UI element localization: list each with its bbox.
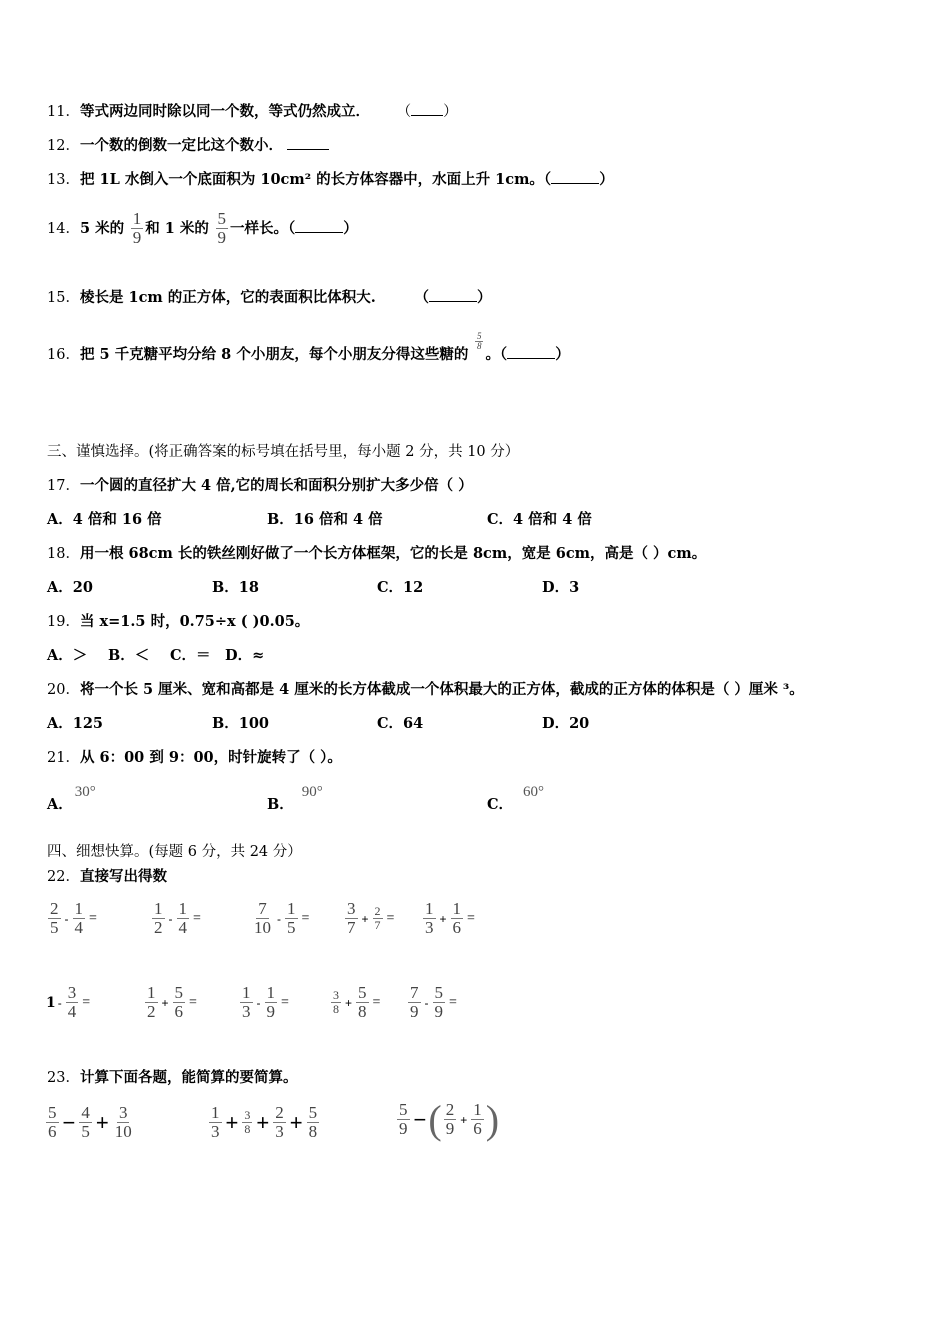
calc-expression-1 [44, 1104, 136, 1142]
operator: − [413, 1107, 427, 1132]
denominator: 4 [67, 1001, 77, 1021]
angle-value: 60° [523, 784, 545, 800]
calc-item [46, 900, 97, 938]
option-label: A． [47, 796, 73, 813]
calc-item [343, 900, 394, 938]
denominator: 8 [476, 341, 482, 352]
numerator: 1 [425, 899, 434, 918]
fraction [373, 905, 383, 932]
denominator: 2 [154, 917, 163, 937]
operator: + [439, 911, 447, 926]
question-20 [47, 681, 804, 699]
paren-close: ） [343, 220, 358, 237]
denominator: 5 [50, 917, 59, 937]
numerator: 2 [275, 1103, 284, 1122]
numerator: 1 [154, 899, 163, 918]
question-15 [47, 289, 491, 307]
option-b[interactable] [267, 783, 323, 813]
fraction [242, 1109, 252, 1136]
answer-blank[interactable] [287, 137, 329, 150]
numerator: 7 [410, 983, 419, 1002]
fraction [423, 900, 436, 938]
operator: - [424, 995, 429, 1010]
numerator: 1 [287, 899, 296, 918]
denominator: 6 [473, 1119, 482, 1139]
fraction [145, 984, 158, 1022]
numerator: 1 [74, 899, 83, 918]
denominator: 9 [410, 1001, 419, 1021]
fraction [331, 989, 341, 1016]
denominator: 7 [347, 917, 356, 937]
denominator: 6 [174, 1001, 184, 1021]
operator: + [95, 1109, 109, 1135]
question-text: 5 米的 [79, 220, 125, 237]
paren-close: ） [443, 104, 458, 120]
operator: - [256, 995, 261, 1010]
option-a[interactable]: A．4 倍和 16 倍 [47, 511, 162, 528]
fraction [307, 1104, 320, 1142]
operator: + [256, 1109, 270, 1135]
fraction [356, 984, 369, 1022]
numerator: 1 [178, 899, 187, 918]
question-number: 22． [47, 869, 80, 885]
fraction [471, 1101, 484, 1139]
fraction [265, 984, 278, 1022]
denominator: 8 [333, 1001, 339, 1016]
question-19 [47, 613, 309, 631]
numerator: 1 [211, 1103, 220, 1122]
question-text: 计算下面各题，能简算的要简算。 [79, 1069, 298, 1086]
section-3-title: 三、谨慎选择。(将正确答案的标号填在括号里，每小题 2 分，共 10 分） [47, 444, 520, 460]
equals-sign: = [193, 910, 201, 926]
section-4-title: 四、细想快算。(每题 6 分，共 24 分） [47, 844, 302, 860]
numerator: 5 [476, 331, 482, 341]
question-number: 17． [47, 478, 80, 494]
denominator: 9 [217, 228, 226, 248]
question-14 [47, 204, 358, 254]
question-text: 将一个长 5 厘米、宽和高都是 4 厘米的长方体截成一个体积最大的正方体，截成的正方体的体积是（ ）厘米 ³。 [79, 681, 804, 698]
equals-sign: = [372, 994, 381, 1010]
fraction [48, 900, 61, 938]
question-number: 14． [47, 221, 80, 237]
option-b[interactable]: B．＜ [108, 647, 150, 664]
question-18 [47, 545, 706, 563]
question-text: 直接写出得数 [79, 868, 167, 885]
operator: + [345, 995, 353, 1010]
equals-sign: = [386, 910, 395, 926]
denominator: 8 [308, 1121, 318, 1141]
denominator: 5 [287, 917, 296, 937]
operator: - [57, 995, 62, 1010]
question-text: 一样长。（ [230, 220, 296, 237]
option-d[interactable]: D．≈ [225, 647, 265, 664]
numerator: 2 [445, 1100, 455, 1120]
numerator: 3 [347, 899, 356, 918]
option-label: B． [267, 796, 294, 813]
fraction [152, 900, 165, 938]
question-text: 当 x=1.5 时，0.75÷x ( )0.05。 [79, 613, 310, 630]
denominator: 4 [74, 917, 83, 937]
operator: + [460, 1113, 468, 1127]
fraction [285, 900, 298, 938]
angle-value: 30° [74, 784, 96, 800]
numerator: 3 [333, 988, 339, 1003]
calc-item [329, 984, 380, 1022]
option-b[interactable]: B．18 [212, 579, 259, 596]
question-number: 13． [47, 172, 80, 188]
question-number: 20． [47, 682, 80, 698]
operator: + [161, 995, 169, 1010]
denominator: 5 [81, 1121, 90, 1141]
equals-sign: = [301, 910, 310, 926]
question-number: 19． [47, 614, 80, 630]
question-text: 用一根 68cm 长的铁丝刚好做了一个长方体框架，它的长是 8cm，宽是 6cm，高是（ ）cm。 [79, 545, 707, 562]
denominator: 10 [114, 1121, 132, 1141]
denominator: 6 [48, 1121, 57, 1141]
equals-sign: = [449, 994, 457, 1010]
denominator: 3 [275, 1121, 284, 1141]
numerator: 1 [452, 899, 462, 918]
question-text: 棱长是 1cm 的正方体，它的表面积比体积大. [79, 289, 376, 306]
whole-number: 1 [46, 994, 56, 1011]
numerator: 5 [358, 983, 367, 1002]
paren-open: （ [396, 104, 412, 120]
numerator: 3 [118, 1103, 128, 1122]
right-paren: ) [485, 1097, 500, 1142]
fraction [397, 1101, 410, 1139]
operator: - [64, 911, 69, 926]
numerator: 7 [258, 899, 267, 918]
question-number: 15． [47, 290, 80, 306]
question-number: 21． [47, 750, 80, 766]
numerator: 4 [81, 1103, 90, 1122]
option-c[interactable] [487, 783, 545, 813]
numerator: 5 [308, 1103, 318, 1122]
option-c[interactable]: C．＝ [170, 647, 211, 664]
operator: - [277, 911, 281, 926]
fraction [408, 984, 421, 1022]
question-17 [47, 477, 473, 495]
fraction [273, 1104, 286, 1142]
option-d[interactable]: D．3 [542, 579, 580, 596]
numerator: 5 [399, 1100, 408, 1120]
calc-item [421, 900, 475, 938]
calc-item [238, 984, 289, 1022]
option-a[interactable]: A．125 [47, 715, 104, 732]
numerator: 3 [244, 1108, 251, 1123]
question-23 [47, 1069, 297, 1087]
question-number: 11． [47, 104, 80, 120]
fraction [444, 1101, 457, 1139]
angle-value: 90° [301, 784, 323, 800]
question-text: 。（ [485, 346, 508, 363]
calc-item [46, 984, 90, 1022]
calc-item [143, 984, 197, 1022]
fraction [209, 1104, 222, 1142]
paren-open: （ [414, 289, 429, 306]
numerator: 1 [132, 209, 142, 229]
option-a[interactable]: A．＞ [47, 647, 88, 664]
answer-blank[interactable] [507, 346, 555, 359]
denominator: 9 [132, 228, 142, 248]
fraction [173, 984, 186, 1022]
question-text: 把 5 千克糖平均分给 8 个小朋友，每个小朋友分得这些糖的 [79, 346, 469, 363]
paren-close: ） [599, 171, 614, 188]
denominator: 3 [425, 917, 434, 937]
answer-blank[interactable] [295, 220, 343, 233]
numerator: 2 [50, 899, 59, 918]
operator: + [225, 1109, 239, 1135]
option-b[interactable]: B．16 倍和 4 倍 [267, 511, 383, 528]
fraction [66, 984, 79, 1022]
calc-item [406, 984, 457, 1022]
question-12 [47, 137, 329, 155]
calc-item [150, 900, 201, 938]
fraction [79, 1104, 92, 1142]
fraction [216, 210, 229, 248]
numerator: 1 [242, 983, 251, 1002]
fraction [345, 900, 358, 938]
question-21 [47, 749, 342, 767]
operator: − [62, 1109, 76, 1135]
denominator: 10 [254, 917, 271, 937]
numerator: 3 [67, 983, 77, 1002]
option-c[interactable]: C．4 倍和 4 倍 [487, 511, 592, 528]
denominator: 9 [445, 1119, 455, 1139]
answer-blank[interactable] [429, 289, 477, 302]
fraction [177, 900, 190, 938]
fraction [73, 900, 86, 938]
numerator: 5 [217, 209, 226, 229]
option-a[interactable]: A．20 [47, 579, 93, 596]
fraction [433, 984, 446, 1022]
operator: - [168, 911, 173, 926]
question-22 [47, 868, 167, 886]
paren-close: ） [476, 289, 492, 306]
denominator: 7 [374, 917, 381, 932]
operator: + [289, 1109, 303, 1135]
question-text: 从 6：00 到 9：00，时针旋转了（ ）。 [79, 749, 342, 766]
question-13 [47, 171, 614, 189]
equals-sign: = [281, 994, 289, 1010]
denominator: 8 [358, 1001, 367, 1021]
question-number: 23． [47, 1070, 80, 1086]
option-d[interactable]: D．20 [542, 715, 590, 732]
numerator: 5 [48, 1103, 57, 1122]
fraction [113, 1104, 134, 1142]
denominator: 9 [399, 1119, 408, 1139]
calc-item [250, 900, 309, 938]
option-a[interactable] [47, 783, 96, 813]
answer-blank[interactable] [551, 171, 599, 184]
fraction [46, 1104, 59, 1142]
numerator: 1 [147, 983, 156, 1002]
option-b[interactable]: B．100 [212, 715, 270, 732]
fraction [240, 984, 253, 1022]
left-paren: ( [428, 1097, 442, 1142]
numerator: 1 [266, 983, 275, 1002]
question-text: 把 1L 水倒入一个底面积为 10cm² 的长方体容器中，水面上升 1cm。（ [79, 171, 552, 188]
equals-sign: = [82, 994, 91, 1010]
fraction [451, 900, 464, 938]
denominator: 4 [178, 917, 187, 937]
option-c[interactable]: C．64 [377, 715, 424, 732]
option-label: C． [487, 796, 514, 813]
denominator: 6 [452, 917, 462, 937]
operator: + [361, 911, 369, 926]
question-16 [47, 330, 570, 380]
numerator: 5 [434, 983, 443, 1002]
question-text: 等式两边同时除以同一个数，等式仍然成立． [79, 103, 370, 120]
denominator: 8 [244, 1121, 251, 1136]
fraction [475, 332, 484, 352]
calc-expression-3 [395, 1097, 500, 1142]
fraction [131, 210, 144, 248]
denominator: 9 [266, 1001, 275, 1021]
calc-expression-2 [207, 1104, 321, 1142]
numerator: 2 [374, 904, 381, 919]
question-11 [47, 103, 458, 121]
paren-close: ） [555, 346, 570, 363]
question-number: 16． [47, 347, 80, 363]
equals-sign: = [189, 994, 197, 1010]
question-text: 和 1 米的 [145, 220, 209, 237]
denominator: 9 [434, 1001, 443, 1021]
answer-blank[interactable] [411, 103, 443, 116]
numerator: 1 [473, 1100, 482, 1120]
question-text: 一个圆的直径扩大 4 倍,它的周长和面积分别扩大多少倍（ ） [79, 477, 473, 494]
denominator: 2 [147, 1001, 156, 1021]
option-c[interactable]: C．12 [377, 579, 424, 596]
fraction [252, 900, 273, 938]
equals-sign: = [467, 910, 475, 926]
denominator: 3 [211, 1121, 220, 1141]
question-number: 12． [47, 138, 80, 154]
denominator: 3 [242, 1001, 251, 1021]
question-number: 18． [47, 546, 80, 562]
question-text: 一个数的倒数一定比这个数小． [79, 137, 283, 154]
equals-sign: = [89, 910, 97, 926]
numerator: 5 [174, 983, 184, 1002]
